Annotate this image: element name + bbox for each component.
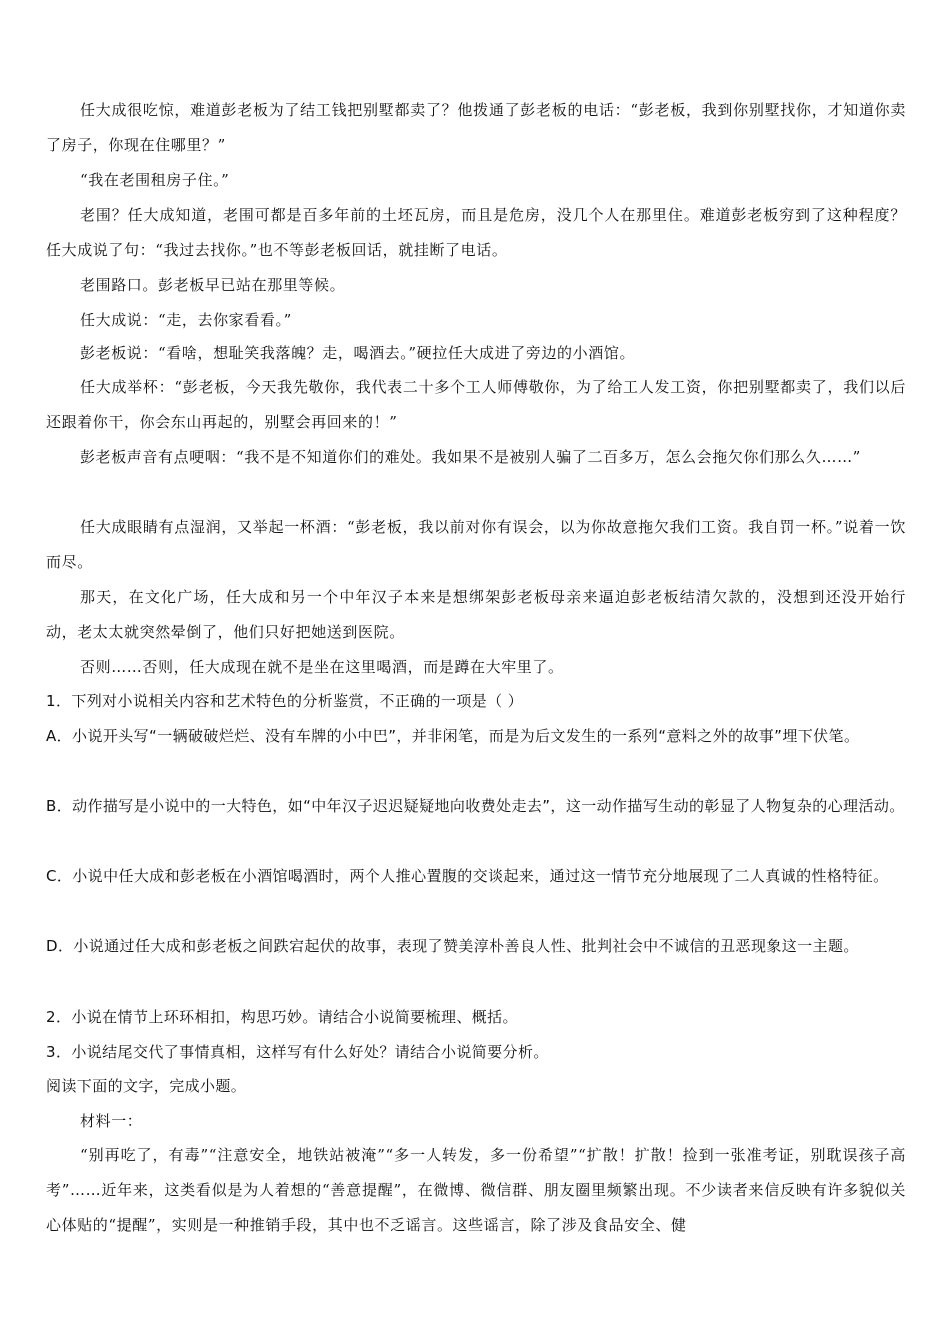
- story-paragraph-4: 老围路口。彭老板早已站在那里等候。: [80, 276, 346, 294]
- question-1-option-c: C．小说中任大成和彭老板在小酒馆喝酒时，两个人推心置腹的交谈起来，通过这一情节充分地展现了二人真诚的性格特征。: [46, 867, 889, 885]
- story-paragraph-8: 彭老板声音有点哽咽：“我不是不知道你们的难处。我如果不是被别人骗了二百多万，怎么会拖欠你们那么久……”: [80, 448, 861, 466]
- material-one-title: 材料一：: [80, 1112, 143, 1130]
- question-1-stem: 1．下列对小说相关内容和艺术特色的分析鉴赏，不正确的一项是（ ）: [46, 692, 524, 710]
- story-paragraph-7: 任大成举杯：“彭老板，今天我先敬你，我代表二十多个工人师傅敬你，为了给工人发工资，你把别墅都卖了，我们以后还跟着你干，你会东山再起的，别墅会再回来的！”: [46, 378, 906, 431]
- story-paragraph-1: 任大成很吃惊，难道彭老板为了结工钱把别墅都卖了？他拨通了彭老板的电话：“彭老板，我到你别墅找你，才知道你卖了房子，你现在住哪里？”: [46, 101, 906, 154]
- story-paragraph-5: 任大成说：“走，去你家看看。”: [80, 311, 292, 329]
- story-paragraph-6: 彭老板说：“看啥，想耻笑我落魄？走，喝酒去。”硬拉任大成进了旁边的小酒馆。: [80, 344, 636, 362]
- question-1-option-d: D．小说通过任大成和彭老板之间跌宕起伏的故事，表现了赞美淳朴善良人性、批判社会中不诚信的丑恶现象这一主题。: [46, 937, 859, 955]
- question-2: 2．小说在情节上环环相扣，构思巧妙。请结合小说简要梳理、概括。: [46, 1008, 518, 1026]
- story-paragraph-9: 任大成眼睛有点湿润，又举起一杯酒：“彭老板，我以前对你有误会，以为你故意拖欠我们工资。我自罚一杯。”说着一饮而尽。: [46, 518, 906, 571]
- question-1-option-a: A．小说开头写“一辆破破烂烂、没有车牌的小中巴”，并非闲笔，而是为后文发生的一系列“意料之外的故事”埋下伏笔。: [46, 727, 860, 745]
- story-paragraph-11: 否则……否则，任大成现在就不是坐在这里喝酒，而是蹲在大牢里了。: [80, 658, 564, 676]
- material-one-text: “别再吃了，有毒”“注意安全，地铁站被淹”“多一人转发，多一份希望”“扩散！扩散！捡到一张准考证，别耽误孩子高考”……近年来，这类看似是为人着想的“善意提醒”，在微博、微信群、朋友圈里频繁出现。不少读者来信反映有许多貌似关心体贴的“提醒”，实则是一种推销手段，其中也不乏谣言。这些谣言，除了涉及食品安全、健: [46, 1146, 906, 1234]
- reading-instruction: 阅读下面的文字，完成小题。: [46, 1077, 247, 1095]
- story-paragraph-2: “我在老围租房子住。”: [80, 171, 230, 189]
- question-1-option-b: B．动作描写是小说中的一大特色，如“中年汉子迟迟疑疑地向收费处走去”，这一动作描写生动的彰显了人物复杂的心理活动。: [46, 797, 905, 815]
- question-3: 3．小说结尾交代了事情真相，这样写有什么好处？请结合小说简要分析。: [46, 1043, 549, 1061]
- story-paragraph-3: 老围？任大成知道，老围可都是百多年前的土坯瓦房，而且是危房，没几个人在那里住。难道彭老板穷到了这种程度？任大成说了句：“我过去找你。”也不等彭老板回话，就挂断了电话。: [46, 206, 906, 259]
- story-paragraph-10: 那天，在文化广场，任大成和另一个中年汉子本来是想绑架彭老板母亲来逼迫彭老板结清欠款的，没想到还没开始行动，老太太就突然晕倒了，他们只好把她送到医院。: [46, 588, 906, 641]
